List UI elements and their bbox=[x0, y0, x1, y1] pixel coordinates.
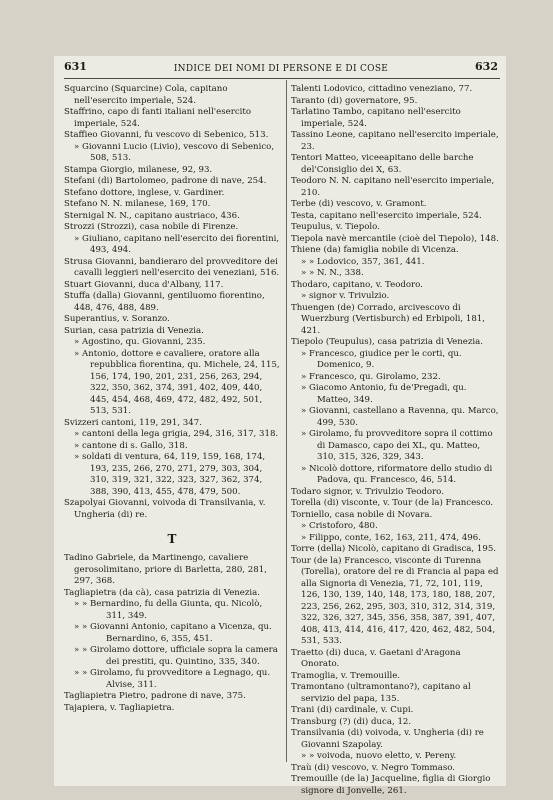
index-entry: Tagliapietra (da cà), casa patrizia di Venezia. bbox=[64, 587, 261, 598]
index-entry: » » Girolamo dottore, ufficiale sopra la camera dei prestiti, qu. Quintino, 335, 340. bbox=[74, 645, 278, 667]
index-entry: Teupulus, v. Tiepolo. bbox=[291, 222, 380, 232]
index-entry: » » Lodovico, 357, 361, 441. bbox=[301, 256, 425, 267]
index-entry: Torre (della) Nicolò, capitano di Gradisca, 195. bbox=[291, 544, 497, 554]
index-entry: » » Girolamo, fu provveditore a Legnago, qu. Alvise, 311. bbox=[74, 668, 271, 690]
right-column bbox=[291, 84, 501, 797]
index-entry: Szapolyai Giovanni, voivoda di Transilvania, v. Ungheria (di) re. bbox=[64, 498, 266, 520]
index-entry: Torella (di) visconte, v. Tour (de la) Francesco. bbox=[291, 498, 494, 508]
index-entry: Staffieo Giovanni, fu vescovo di Sebenico, 513. bbox=[64, 130, 269, 140]
column-divider bbox=[286, 80, 287, 762]
index-entry: Thodaro, capitano, v. Teodoro. bbox=[291, 279, 423, 290]
index-entry: » Giovanni, castellano a Ravenna, qu. Marco, 499, 530. bbox=[301, 406, 499, 428]
index-entry: Stampa Giorgio, milanese, 92, 93. bbox=[64, 164, 213, 175]
index-entry: Strozzi (Strozzi), casa nobile di Firenze. bbox=[64, 222, 239, 232]
index-entry: » Giovanni Lucio (Livio), vescovo di Sebenico, 508, 513. bbox=[74, 141, 275, 163]
page-number-left: 631 bbox=[64, 60, 87, 73]
index-entry: Sternigal N. N., capitano austriaco, 436. bbox=[64, 210, 240, 221]
index-entry: Tramoglia, v. Tremouille. bbox=[291, 670, 401, 681]
index-entry: Tagliapietra Pietro, padrone di nave, 375. bbox=[64, 691, 246, 701]
index-entry: » Antonio, dottore e cavaliere, oratore alla repubblica fiorentina, qu. Michele, 24, 115, 156, 174, 190, 201, 231, 256, 263, 294, 322, 350, 362, 374, 391, 402, 409, 440, 445, 454, 468, 469, 472, 482, 492, 501, 513, 531. bbox=[74, 348, 280, 416]
index-entry: » Giacomo Antonio, fu de'Pregadi, qu. Matteo, 349. bbox=[301, 383, 467, 405]
index-entry: » » Bernardino, fu della Giunta, qu. Nicolò, 311, 349. bbox=[74, 599, 263, 621]
index-entry: » Girolamo, fu provveditore sopra il cottimo di Damasco, capo dei XL, qu. Matteo, 310, 315, 326, 329, 343. bbox=[301, 429, 493, 462]
index-entry: Transilvania (di) voivoda, v. Ungheria (di) re Giovanni Szapolay. bbox=[291, 728, 484, 750]
index-entry: Tentori Matteo, viceeapitano delle barche del'Consiglio dei X, 63. bbox=[291, 153, 474, 175]
running-title: INDICE DEI NOMI DI PERSONE E DI COSE bbox=[173, 64, 389, 74]
index-entry: Svizzeri cantoni, 119, 291, 347. bbox=[64, 417, 202, 428]
index-entry: Tarlatino Tambo, capitano nell'esercito imperiale, 524. bbox=[291, 107, 461, 129]
index-entry: » cantone di s. Gallo, 318. bbox=[74, 440, 188, 451]
index-entry: Tajapiera, v. Tagliapietra. bbox=[64, 702, 175, 713]
index-entry: Taranto (di) governatore, 95. bbox=[291, 95, 418, 106]
index-entry: Talenti Lodovico, cittadino veneziano, 77. bbox=[291, 84, 473, 94]
page-header bbox=[64, 62, 498, 76]
index-entry: Stuffa (dalla) Giovanni, gentiluomo fiorentino, 448, 476, 488, 489. bbox=[64, 291, 265, 313]
index-entry: Teodoro N. N. capitano nell'esercito imperiale, 210. bbox=[291, 176, 495, 198]
index-entry: » Francesco, giudice per le corti, qu. Domenico, 9. bbox=[301, 348, 462, 370]
index-entry: » Nicolò dottore, riformatore dello studio di Padova, qu. Francesco, 46, 514. bbox=[301, 463, 493, 485]
index-entry: Todaro signor, v. Trivulzio Teodoro. bbox=[291, 486, 444, 497]
header-rule bbox=[64, 78, 500, 79]
index-entry: Superantius, v. Soranzo. bbox=[64, 314, 170, 324]
index-entry: » Filippo, conte, 162, 163, 211, 474, 496. bbox=[301, 532, 481, 543]
index-entry: » » voivoda, nuovo eletto, v. Pereny. bbox=[301, 751, 457, 761]
index-entry: Transburg (?) (di) duca, 12. bbox=[291, 716, 412, 727]
index-entry: Tiepola navè mercantile (cioè del Tiepolo), 148. bbox=[291, 233, 499, 244]
index-entry: Tremouille (de la) Jacqueline, figlia di Giorgio signore di Jonvelle, 261. bbox=[291, 774, 491, 796]
index-entry: Thiene (da) famiglia nobile di Vicenza. bbox=[291, 245, 459, 255]
index-entry: Strusa Giovanni, bandieraro del provveditore dei cavalli leggieri nell'esercito dei veneziani, 516. bbox=[64, 256, 280, 278]
index-entry: Staffrino, capo di fanti italiani nell'esercito imperiale, 524. bbox=[64, 107, 252, 129]
index-entry: Tassino Leone, capitano nell'esercito imperiale, 23. bbox=[291, 130, 499, 152]
index-entry: » » Giovanni Antonio, capitano a Vicenza, qu. Bernardino, 6, 355, 451. bbox=[74, 622, 272, 644]
index-entry: Stefano N. N. milanese, 169, 170. bbox=[64, 199, 211, 209]
index-entry: Trani (di) cardinale, v. Cupi. bbox=[291, 705, 414, 715]
index-entry: » Agostino, qu. Giovanni, 235. bbox=[74, 337, 206, 347]
index-entry: Squarcino (Squarcine) Cola, capitano nell'esercito imperiale, 524. bbox=[64, 84, 228, 106]
index-entry: Thuengen (de) Corrado, arcivescovo di Wuerzburg (Vertisburch) ed Erbipoli, 181, 421. bbox=[291, 302, 485, 336]
index-entry: » Cristoforo, 480. bbox=[301, 521, 378, 531]
index-entry: Terbe (di) vescovo, v. Gramont. bbox=[291, 199, 427, 209]
index-entry: Traù (di) vescovo, v. Negro Tommaso. bbox=[291, 762, 455, 773]
page-number-right: 632 bbox=[475, 60, 498, 73]
index-entry: » » N. N., 338. bbox=[301, 268, 364, 278]
index-entry: » Francesco, qu. Girolamo, 232. bbox=[301, 371, 441, 382]
index-entry: » cantoni della lega grigia, 294, 316, 317, 318. bbox=[74, 429, 279, 439]
index-entry: » Giuliano, capitano nell'esercito dei fiorentini, 493, 494. bbox=[74, 233, 280, 255]
index-entry: Tramontano (ultramontano?), capitano al servizio del papa, 135. bbox=[291, 682, 471, 704]
index-entry: Testa, capitano nell'esercito imperiale, 524. bbox=[291, 210, 482, 221]
index-entry: Stefano dottore, inglese, v. Gardiner. bbox=[64, 187, 225, 198]
index-entry: Tour (de la) Francesco, visconte di Turenna (Torella), oratore del re di Francia al papa ed alla Signoria di Venezia, 71, 72, 101, 119, 126, 130, 139, 140, 148, 173, 180, 188, 207, 223, 256, 262, 295, 303, 310, 312, 314, 319, 322, 326, 327, 345, 356, 358, 387, 391, 407, 408, 413, 414, 416, 417, 420, 462, 482, 504, 531, 533. bbox=[291, 555, 499, 646]
index-entry: » signor v. Trivulzio. bbox=[301, 291, 390, 301]
left-column bbox=[64, 84, 280, 714]
index-entry: » soldati di ventura, 64, 119, 159, 168, 174, 193, 235, 266, 270, 271, 279, 303, 304, 310, 319, 321, 322, 323, 327, 362, 374, 388, 390, 413, 455, 478, 479, 500. bbox=[74, 452, 266, 497]
index-entry: Tiepolo (Teupulus), casa patrizia di Venezia. bbox=[291, 337, 483, 347]
index-entry: Stefani (di) Bartolomeo, padrone di nave, 254. bbox=[64, 176, 267, 186]
index-entry: Tadino Gabriele, da Martinengo, cavaliere gerosolimitano, priore di Barletta, 280, 281, 297, 368. bbox=[64, 553, 267, 586]
section-letter: T bbox=[167, 532, 177, 546]
index-entry: Torniello, casa nobile di Novara. bbox=[291, 509, 433, 520]
index-entry: Traetto (di) duca, v. Gaetani d'Aragona Onorato. bbox=[291, 647, 461, 669]
index-entry: Surian, casa patrizia di Venezia. bbox=[64, 325, 204, 336]
index-entry: Stuart Giovanni, duca d'Albany, 117. bbox=[64, 279, 224, 290]
